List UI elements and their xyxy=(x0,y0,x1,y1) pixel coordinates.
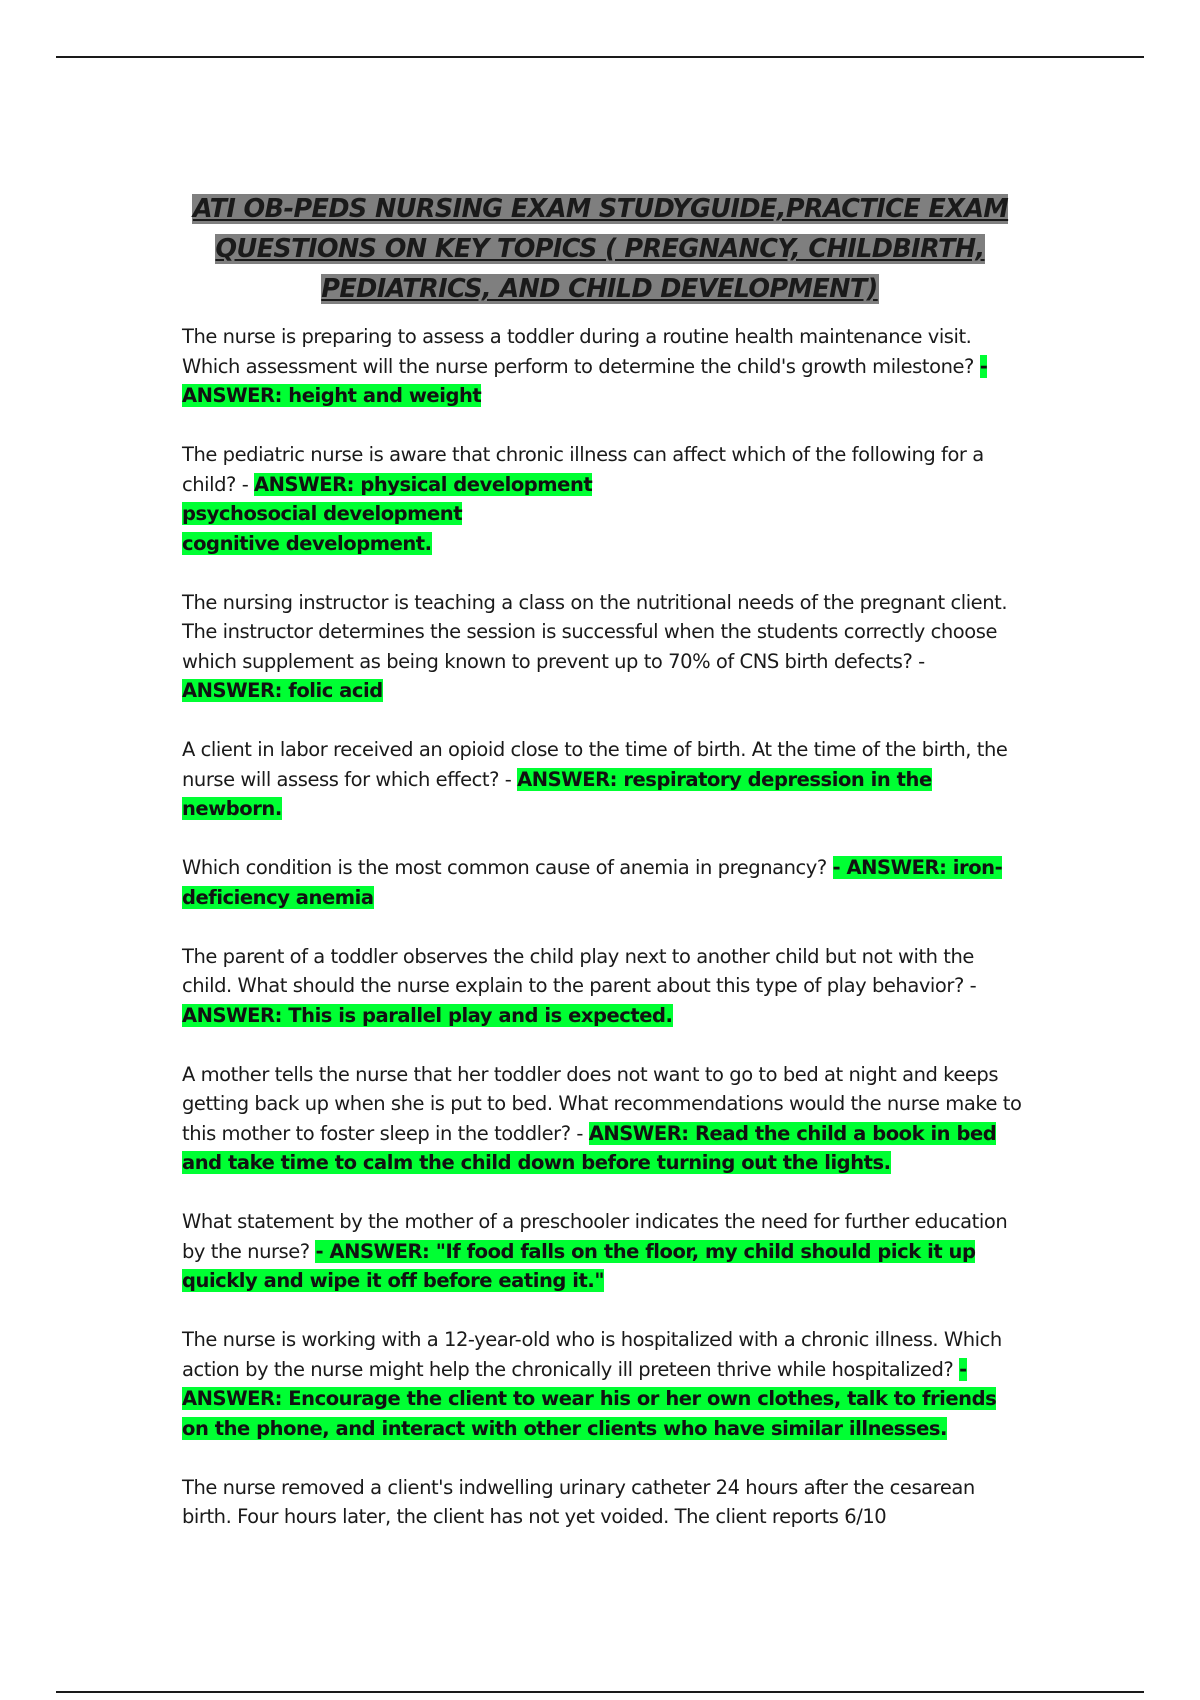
answer-text: ANSWER: respiratory depression in the newborn. xyxy=(182,767,932,820)
footer-rule xyxy=(56,1691,1144,1693)
qa-item-7 xyxy=(182,1060,1022,1178)
answer-text: - ANSWER: height and weight xyxy=(182,354,988,407)
document-title: ATI OB-PEDS NURSING EXAM STUDYGUIDE,PRACTICE EXAM QUESTIONS ON KEY TOPICS ( PREGNANCY, CHILDBIRTH, PEDIATRICS, AND CHILD DEVELOPMENT) xyxy=(192,194,1009,305)
answer-text: - ANSWER: Encourage the client to wear his or her own clothes, talk to friends on the phone, and interact with other clients who have similar illnesses. xyxy=(182,1357,997,1440)
qa-item-1 xyxy=(182,322,1022,411)
answer-text: ANSWER: physical development xyxy=(254,472,593,496)
qa-item-3 xyxy=(182,588,1022,706)
answer-text: - ANSWER: "If food falls on the floor, my child should pick it up quickly and wipe it off before eating it." xyxy=(182,1239,976,1292)
qa-item-4 xyxy=(182,735,1022,824)
question-text: The nurse is preparing to assess a toddler during a routine health maintenance visit. Which assessment will the nurse perform to determine the child's growth milestone? xyxy=(182,325,980,378)
question-text: The nurse is working with a 12-year-old who is hospitalized with a chronic illness. Which action by the nurse might help the chronically ill preteen thrive while hospitalized? xyxy=(182,1328,1002,1381)
answer-text-line: cognitive development. xyxy=(182,531,432,555)
question-text: The nursing instructor is teaching a class on the nutritional needs of the pregnant client. The instructor determines the session is successful when the students correctly choose which supplement as being known to prevent up to 70% of CNS birth defects? - xyxy=(182,590,1008,673)
answer-text: ANSWER: Read the child a book in bed and take time to calm the child down before turning out the lights. xyxy=(182,1121,997,1174)
answer-text-line: psychosocial development xyxy=(182,502,463,525)
answer-text: ANSWER: folic acid xyxy=(182,679,383,702)
question-text: Which condition is the most common cause of anemia in pregnancy? xyxy=(182,856,833,879)
question-text: What statement by the mother of a preschooler indicates the need for further education by the nurse? xyxy=(182,1210,1008,1263)
qa-item-8 xyxy=(182,1207,1022,1296)
qa-list xyxy=(182,322,1022,1561)
question-text: The pediatric nurse is aware that chronic illness can affect which of the following for a child? - xyxy=(182,443,984,496)
answer-text: - ANSWER: iron-deficiency anemia xyxy=(182,856,1003,909)
qa-item-10 xyxy=(182,1473,1022,1532)
qa-item-9 xyxy=(182,1325,1022,1443)
qa-item-6 xyxy=(182,942,1022,1031)
answer-text: ANSWER: This is parallel play and is expected. xyxy=(182,1003,673,1027)
question-text: A client in labor received an opioid close to the time of birth. At the time of the birth, the nurse will assess for which effect? - xyxy=(182,738,1008,791)
qa-item-2 xyxy=(182,440,1022,558)
question-text: The parent of a toddler observes the child play next to another child but not with the child. What should the nurse explain to the parent about this type of play behavior? - xyxy=(182,944,977,997)
qa-item-5 xyxy=(182,853,1022,912)
question-text: A mother tells the nurse that her toddler does not want to go to bed at night and keeps getting back up when she is put to bed. What recommendations would the nurse make to this mother to foster sleep in the toddler? - xyxy=(182,1062,1022,1145)
header-rule xyxy=(56,56,1144,58)
question-text: The nurse removed a client's indwelling urinary catheter 24 hours after the cesarean birth. Four hours later, the client has not yet voided. The client reports 6/10 xyxy=(182,1475,975,1528)
